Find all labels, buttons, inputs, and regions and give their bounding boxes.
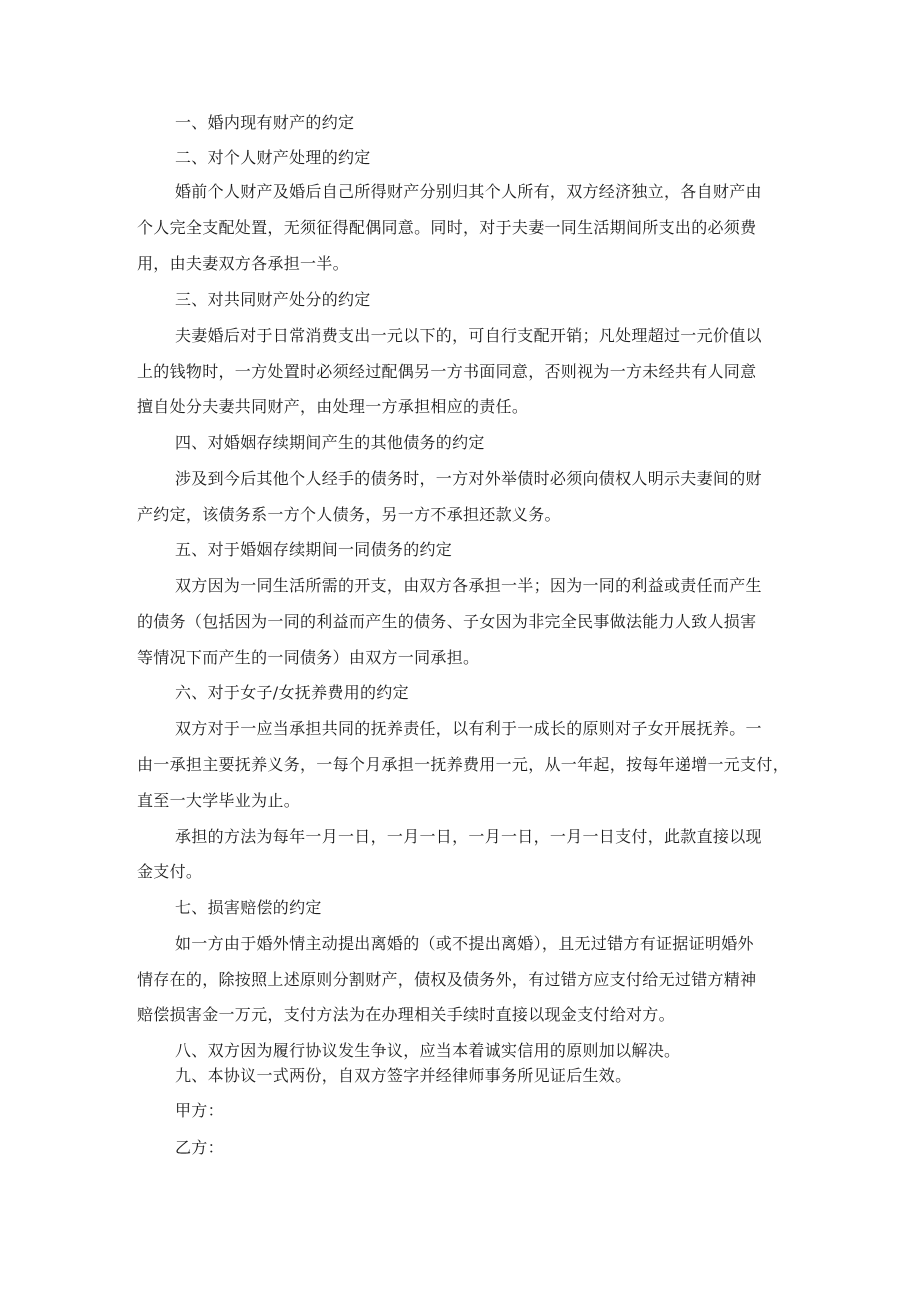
- paragraph-line: 直至一大学毕业为止。: [137, 791, 301, 810]
- paragraph-line: 上的钱物时，一方处置时必须经过配偶另一方书面同意，否则视为一方未经共有人同意: [137, 362, 757, 381]
- paragraph-line: 如一方由于婚外情主动提出离婚的（或不提出离婚），且无过错方有证据证明婚外: [175, 934, 754, 953]
- section-heading-7: 七、损害赔偿的约定: [175, 898, 322, 917]
- paragraph-line: 双方对于一应当承担共同的抚养责任，以有利于一成长的原则对子女开展抚养。一: [175, 719, 762, 738]
- paragraph-line: 双方因为一同生活所需的开支，由双方各承担一半；因为一同的利益或责任而产生: [175, 576, 762, 595]
- paragraph-line: 个人完全支配处置，无须征得配偶同意。同时，对于夫妻一同生活期间所支出的必须费: [137, 218, 757, 237]
- paragraph-line: 的债务（包括因为一同的利益而产生的债务、子女因为非完全民事做法能力人致人损害: [137, 612, 757, 631]
- section-heading-4: 四、对婚姻存续期间产生的其他债务的约定: [175, 433, 485, 452]
- paragraph-line: 产约定，该债务系一方个人债务，另一方不承担还款义务。: [137, 505, 561, 524]
- section-heading-8: 八、双方因为履行协议发生争议，应当本着诚实信用的原则加以解决。: [175, 1041, 681, 1060]
- section-heading-1: 一、婚内现有财产的约定: [175, 113, 355, 132]
- paragraph-line: 擅自处分夫妻共同财产，由处理一方承担相应的责任。: [137, 397, 529, 416]
- paragraph-line: 夫妻婚后对于日常消费支出一元以下的，可自行支配开销；凡处理超过一元价值以: [175, 326, 762, 345]
- paragraph-line: 金支付。: [137, 862, 203, 881]
- section-heading-9: 九、本协议一式两份，自双方签字并经律师事务所见证后生效。: [175, 1066, 632, 1085]
- section-heading-5: 五、对于婚姻存续期间一同债务的约定: [175, 540, 453, 559]
- paragraph-line: 赔偿损害金一万元，支付方法为在办理相关手续时直接以现金支付给对方。: [137, 1005, 675, 1024]
- paragraph-line: 情存在的，除按照上述原则分割财产，债权及债务外，有过错方应支付给无过错方精神: [137, 970, 757, 989]
- paragraph-line: 婚前个人财产及婚后自己所得财产分别归其个人所有，双方经济独立，各自财产由: [175, 182, 762, 201]
- paragraph-line: 等情况下而产生的一同债务）由双方一同承担。: [137, 648, 480, 667]
- paragraph-line: 由一承担主要抚养义务，一每个月承担一抚养费用一元，从一年起，按每年递增一元支付，: [137, 755, 790, 774]
- section-heading-2: 二、对个人财产处理的约定: [175, 148, 371, 167]
- party-a-label: 甲方：: [175, 1101, 224, 1120]
- section-heading-3: 三、对共同财产处分的约定: [175, 290, 371, 309]
- paragraph-line: 承担的方法为每年一月一日，一月一日，一月一日，一月一日支付，此款直接以现: [175, 827, 762, 846]
- party-b-label: 乙方：: [175, 1138, 224, 1157]
- paragraph-line: 涉及到今后其他个人经手的债务时，一方对外举债时必须向债权人明示夫妻间的财: [175, 469, 762, 488]
- section-heading-6: 六、对于女子/女抚养费用的约定: [175, 683, 409, 702]
- paragraph-line: 用，由夫妻双方各承担一半。: [137, 254, 349, 273]
